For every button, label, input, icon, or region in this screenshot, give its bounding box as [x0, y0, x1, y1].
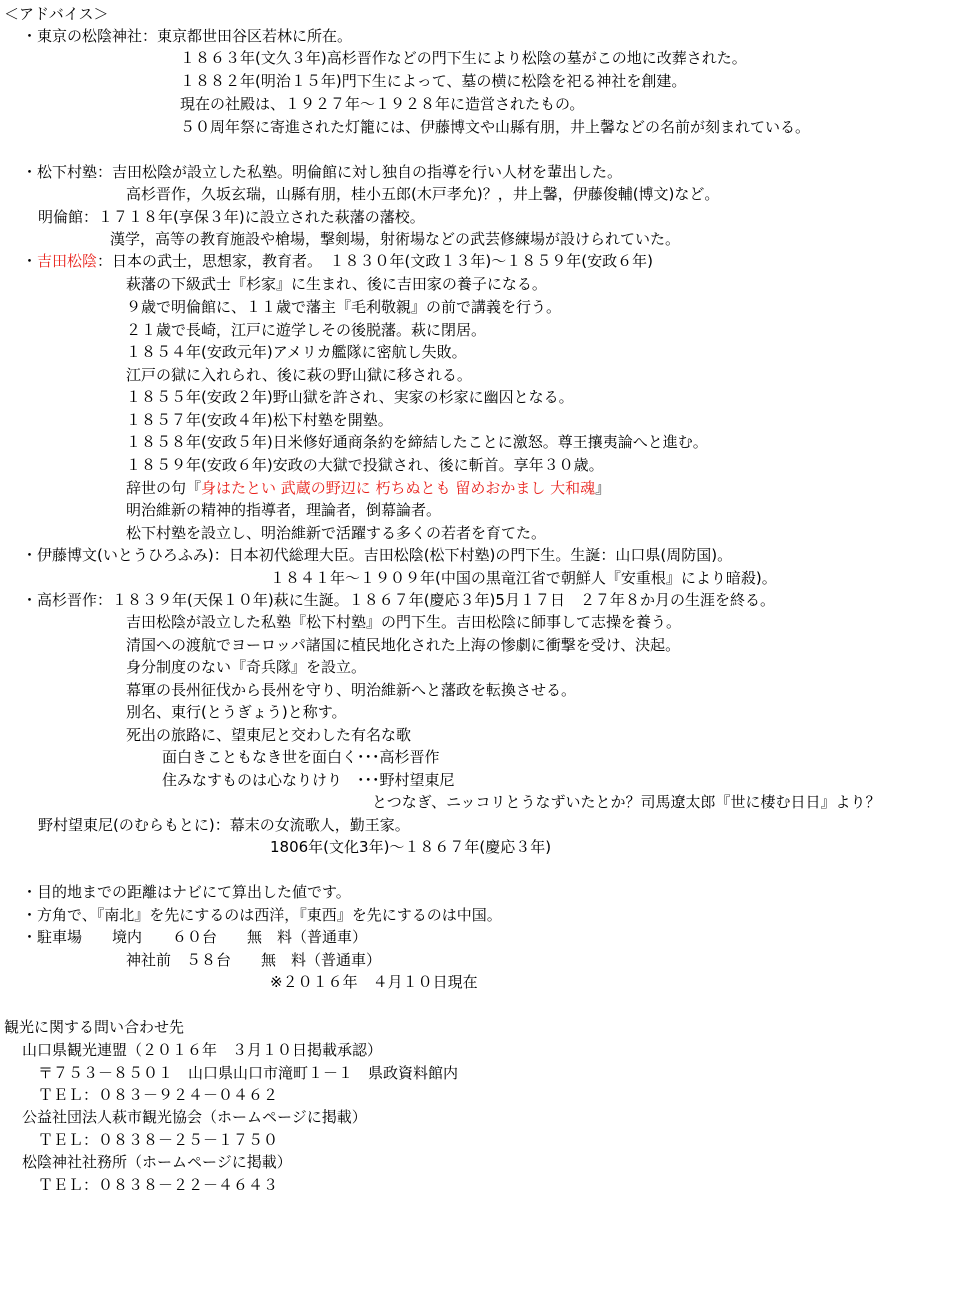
takasugi-detail-student: 吉田松陰が設立した私塾『松下村塾』の門下生。吉田松陰に師事して志操を養う。 — [126, 613, 682, 631]
ito-hirobumi-years: １８４１年～１９０９年(中国の黒竜江省で朝鮮人『安重根』により暗殺)。 — [270, 569, 777, 587]
nomura-motoni-line: 野村望東尼(のむらもとに)：幕末の女流歌人，勤王家。 — [38, 816, 410, 834]
shoin-death-poem-line — [126, 478, 610, 498]
parking-keidai: ・駐車場 境内 ６０台 無 料（普通車） — [22, 928, 368, 946]
death-poem-prefix: 辞世の句『 — [126, 479, 202, 497]
yoshida-shoin-line — [22, 251, 653, 271]
tokyo-shrine-detail-current: 現在の社殿は、１９２７年～１９２８年に造営されたもの。 — [180, 95, 585, 113]
contact-hagi-name: 公益社団法人萩市観光協会（ホームページに掲載） — [22, 1108, 367, 1126]
takasugi-detail-shanghai: 清国への渡航でヨーロッパ諸国に植民地化された上海の惨劇に衝撃を受け、決起。 — [126, 636, 681, 654]
shoin-detail-1857: １８５７年(安政４年)松下村塾を開塾。 — [126, 411, 393, 429]
takasugi-detail-kiheitai: 身分制度のない『奇兵隊』を設立。 — [126, 658, 367, 676]
contact-yamaguchi-name: 山口県観光連盟（２０１６年 ３月１０日掲載承認） — [22, 1041, 383, 1059]
ito-hirobumi-line: ・伊藤博文(いとうひろふみ)：日本初代総理大臣。吉田松陰(松下村塾)の門下生。生誕：山口県(周防国)。 — [22, 546, 733, 564]
tokyo-shrine-detail-1882: １８８２年(明治１５年)門下生によって、墓の横に松陰を祀る神社を創建。 — [180, 72, 687, 90]
contact-shrine-tel: ＴＥＬ：０８３８－２２－４６４３ — [38, 1176, 279, 1194]
shoin-detail-lecture: ９歳で明倫館に、１１歳で藩主『毛利敬親』の前で講義を行う。 — [126, 298, 562, 316]
shoin-detail-1855: １８５５年(安政２年)野山獄を許され、実家の杉家に幽囚となる。 — [126, 388, 574, 406]
parking-as-of-date: ※２０１６年 ４月１０日現在 — [270, 973, 478, 991]
yoshida-shoin-summary: ：日本の武士，思想家，教育者。 １８３０年(文政１３年)～１８５９年(安政６年) — [97, 252, 653, 270]
takasugi-detail-poem-intro: 死出の旅路に、望東尼と交わした有名な歌 — [126, 726, 412, 744]
shoin-detail-1858: １８５８年(安政５年)日米修好通商条約を締結したことに激怒。尊王攘夷論へと進む。 — [126, 433, 708, 451]
meirinkan-detail: 漢学，高等の教育施設や槍場，撃剣場，射術場などの武芸修練場が設けられていた。 — [110, 230, 681, 248]
tokyo-shrine-detail-lanterns: ５０周年祭に寄進された灯籠には、伊藤博文や山縣有朋，井上馨などの名前が刻まれている。 — [180, 118, 811, 136]
tokyo-shrine-detail-1863: １８６３年(文久３年)高杉晋作などの門下生により松陰の墓がこの地に改葬された。 — [180, 49, 747, 67]
takasugi-detail-choshu: 幕軍の長州征伐から長州を守り、明治維新へと藩政を転換させる。 — [126, 681, 577, 699]
poem-line-1: 面白きこともなき世を面白く･･･高杉晋作 — [162, 748, 440, 766]
shoka-sonjuku-line: ・松下村塾：吉田松陰が設立した私塾。明倫館に対し独自の指導を行い人材を輩出した。 — [22, 163, 623, 181]
contact-hagi-tel: ＴＥＬ：０８３８－２５－１７５０ — [38, 1131, 279, 1149]
shoin-detail-prison: 江戸の獄に入れられ、後に萩の野山獄に移される。 — [126, 366, 472, 384]
shoin-detail-birth: 萩藩の下級武士『杉家』に生まれ、後に吉田家の養子になる。 — [126, 275, 547, 293]
section-heading-advice: ＜アドバイス＞ — [4, 5, 109, 23]
bullet: ・ — [22, 252, 38, 270]
nomura-motoni-years: 1806年(文化3年)～１８６７年(慶応３年) — [270, 838, 552, 856]
shoin-detail-1854: １８５４年(安政元年)アメリカ艦隊に密航し失敗。 — [126, 343, 467, 361]
shoin-detail-legacy: 松下村塾を設立し、明治維新で活躍する多くの若者を育てた。 — [126, 524, 547, 542]
contact-yamaguchi-tel: ＴＥＬ：０８３－９２４－０４６２ — [38, 1086, 279, 1104]
note-distance: ・目的地までの距離はナビにて算出した値です。 — [22, 883, 351, 901]
death-poem-text: 身はたとい 武蔵の野辺に 朽ちぬとも 留めおかまし 大和魂 — [201, 479, 596, 497]
takasugi-detail-alias: 別名、東行(とうぎょう)と称す。 — [126, 703, 347, 721]
shoin-detail-leader: 明治維新の精神的指導者，理論者，倒幕論者。 — [126, 501, 442, 519]
poem-line-2: 住みなすものは心なりけり ･･･野村望東尼 — [162, 771, 455, 789]
death-poem-suffix: 』 — [595, 479, 611, 497]
takasugi-shinsaku-line: ・高杉晋作：１８３９年(天保１０年)萩に生誕。１８６７年(慶応３年)5月１７日 ２７年８か月の生涯を終る。 — [22, 591, 775, 609]
parking-jinjamae: 神社前 ５８台 無 料（普通車） — [126, 951, 382, 969]
shoin-detail-1859: １８５９年(安政６年)安政の大獄で投獄され、後に斬首。享年３０歳。 — [126, 456, 604, 474]
poem-note: とつなぎ、ニッコリとうなずいたとか？司馬遼太郎『世に棲む日日』より？ — [372, 793, 881, 811]
shoin-detail-study: ２１歳で長崎，江戸に遊学しその後脱藩。萩に閉居。 — [126, 321, 487, 339]
yoshida-shoin-name: 吉田松陰 — [37, 252, 98, 270]
note-direction: ・方角で、『南北』を先にするのは西洋，『東西』を先にするのは中国。 — [22, 906, 502, 924]
shoka-sonjuku-students: 高杉晋作，久坂玄瑞，山縣有朋，桂小五郎(木戸孝允)？，井上馨，伊藤俊輔(博文)など。 — [126, 185, 720, 203]
tourism-contacts-heading: 観光に関する問い合わせ先 — [4, 1018, 185, 1036]
meirinkan-line: 明倫館：１７１８年(享保３年)に設立された萩藩の藩校。 — [38, 208, 425, 226]
contact-yamaguchi-address: 〒７５３－８５０１ 山口県山口市滝町１－１ 県政資料館内 — [38, 1064, 459, 1082]
tokyo-shrine-line: ・東京の松陰神社：東京都世田谷区若林に所在。 — [22, 27, 353, 45]
contact-shrine-name: 松陰神社社務所（ホームページに掲載） — [22, 1153, 292, 1171]
